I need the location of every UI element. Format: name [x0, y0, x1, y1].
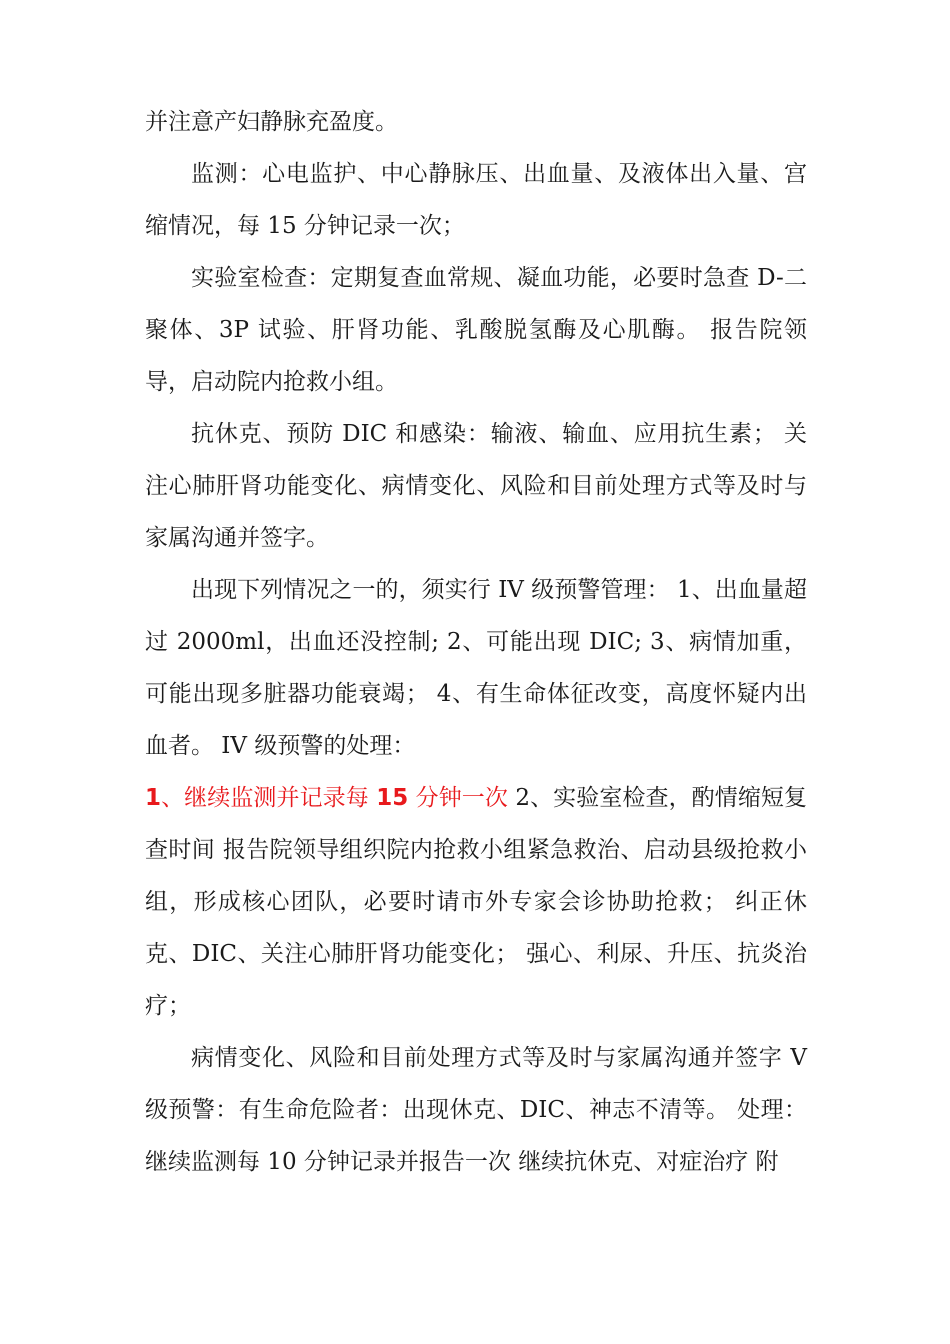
- document-body: [145, 96, 807, 1188]
- paragraph-lab-tests: 实验室检查：定期复查血常规、凝血功能，必要时急查 D-二聚体、3P 试验、肝肾功能、乳酸脱氢酶及心肌酶。 报告院领导，启动院内抢救小组。: [145, 265, 807, 395]
- highlighted-step-number: 1: [145, 785, 162, 811]
- highlighted-step-suffix: 分钟一次: [408, 785, 508, 811]
- paragraph-level-iv-handling: [145, 772, 807, 1032]
- highlighted-step-text: 、继续监测并记录每: [161, 785, 377, 811]
- paragraph-level-v: 病情变化、风险和目前处理方式等及时与家属沟通并签字 V 级预警：有生命危险者：出现休克、DIC、神志不清等。 处理：继续监测每 10 分钟记录并报告一次 继续抗休克、对症治疗 附: [145, 1045, 807, 1175]
- highlighted-step-one: [145, 785, 508, 811]
- paragraph-level-iv-criteria: 出现下列情况之一的，须实行 IV 级预警管理： 1、出血量超过 2000ml，出血还没控制; 2、可能出现 DIC; 3、病情加重，可能出现多脏器功能衰竭； 4、有生命体征改变，高度怀疑内出血者。 IV 级预警的处理：: [145, 577, 807, 759]
- paragraph-anti-shock: 抗休克、预防 DIC 和感染：输液、输血、应用抗生素； 关注心肺肝肾功能变化、病情变化、风险和目前处理方式等及时与家属沟通并签字。: [145, 421, 807, 551]
- paragraph-monitoring: 监测：心电监护、中心静脉压、出血量、及液体出入量、宫缩情况，每 15 分钟记录一次；: [145, 161, 807, 239]
- highlighted-interval: 15: [376, 785, 409, 811]
- paragraph-continuation: 并注意产妇静脉充盈度。: [145, 109, 398, 135]
- level-iv-handling-text: 2、实验室检查，酌情缩短复查时间 报告院领导组织院内抢救小组紧急救治、启动县级抢救小组，形成核心团队，必要时请市外专家会诊协助抢救； 纠正休克、DIC、关注心肺肝肾功能变化； 强心、利尿、升压、抗炎治疗；: [145, 785, 808, 1019]
